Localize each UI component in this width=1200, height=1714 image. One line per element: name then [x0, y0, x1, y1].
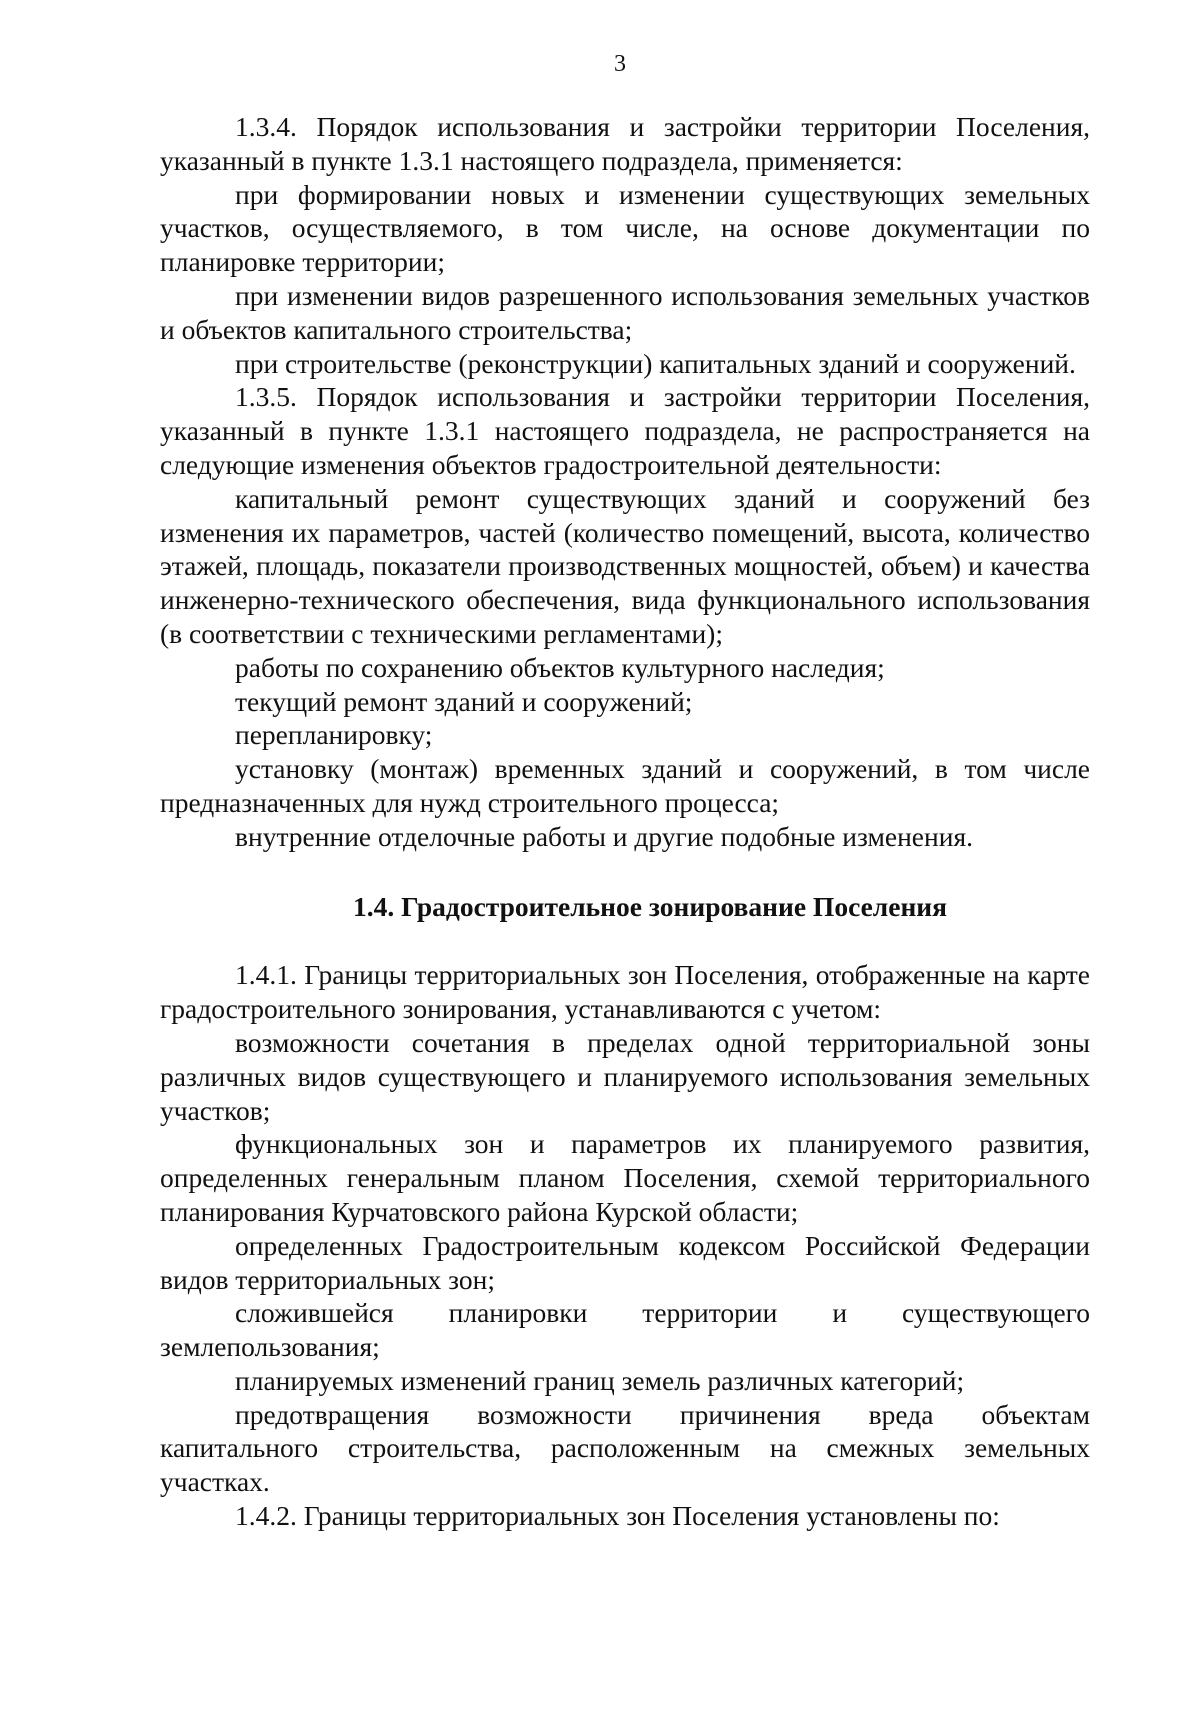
paragraph-1-3-5: 1.3.5. Порядок использования и застройки территории Поселения, указанный в пункте 1.3.1 настоящего подраздела, не распространяется на следующие изменения объектов градостроительной деятельности: — [160, 381, 1090, 480]
paragraph-item: перепланировку; — [235, 719, 433, 751]
paragraph-item: внутренние отделочные работы и другие подобные изменения. — [235, 820, 973, 852]
page-number: 3 — [614, 51, 626, 77]
paragraph-item: планируемых изменений границ земель различных категорий; — [235, 1364, 965, 1396]
paragraph-item: при строительстве (реконструкции) капитальных зданий и сооружений. — [235, 347, 1076, 379]
paragraph-item: сложившейся планировки территории и существующего землепользования; — [160, 1297, 1090, 1363]
section-1-3-content — [160, 110, 1090, 854]
paragraph-item: функциональных зон и параметров их планируемого развития, определенных генеральным планом Поселения, схемой территориального планирования Курчатовского района Курской области; — [160, 1128, 1090, 1227]
paragraph-item: установку (монтаж) временных зданий и сооружений, в том числе предназначенных для нужд строительного процесса; — [160, 753, 1090, 818]
document-body — [160, 110, 1090, 1533]
paragraph-item: капитальный ремонт существующих зданий и сооружений без изменения их параметров, частей (количество помещений, высота, количество этажей, площадь, показатели производственных мощностей, объем) и качества инженерно-технического обеспечения, вида функционального использования (в соответствии с техническими регламентами); — [160, 482, 1090, 649]
paragraph-item: текущий ремонт зданий и сооружений; — [235, 685, 693, 717]
paragraph-item: при изменении видов разрешенного использования земельных участков и объектов капитального строительства; — [160, 279, 1090, 345]
paragraph-item: возможности сочетания в пределах одной территориальной зоны различных видов существующего и планируемого использования земельных участков; — [160, 1026, 1090, 1126]
paragraph-1-4-1: 1.4.1. Границы территориальных зон Поселения, отображенные на карте градостроительного зонирования, устанавливаются с учетом: — [160, 959, 1090, 1025]
paragraph-item: предотвращения возможности причинения вреда объектам капитального строительства, расположенным на смежных земельных участках. — [160, 1398, 1090, 1498]
section-1-4-content — [160, 958, 1090, 1533]
paragraph-item: определенных Градостроительным кодексом Российской Федерации видов территориальных зон; — [160, 1229, 1090, 1295]
paragraph-1-3-4: 1.3.4. Порядок использования и застройки территории Поселения, указанный в пункте 1.3.1 настоящего подраздела, применяется: — [160, 111, 1090, 176]
paragraph-item: работы по сохранению объектов культурного наследия; — [235, 651, 885, 683]
paragraph-item: при формировании новых и изменении существующих земельных участков, осуществляемого, в том числе, на основе документации по планировке территории; — [160, 178, 1090, 278]
paragraph-1-4-2: 1.4.2. Границы территориальных зон Поселения установлены по: — [235, 1500, 1000, 1532]
section-heading-1-4: 1.4. Градостроительное зонирование Поселения — [352, 890, 948, 922]
